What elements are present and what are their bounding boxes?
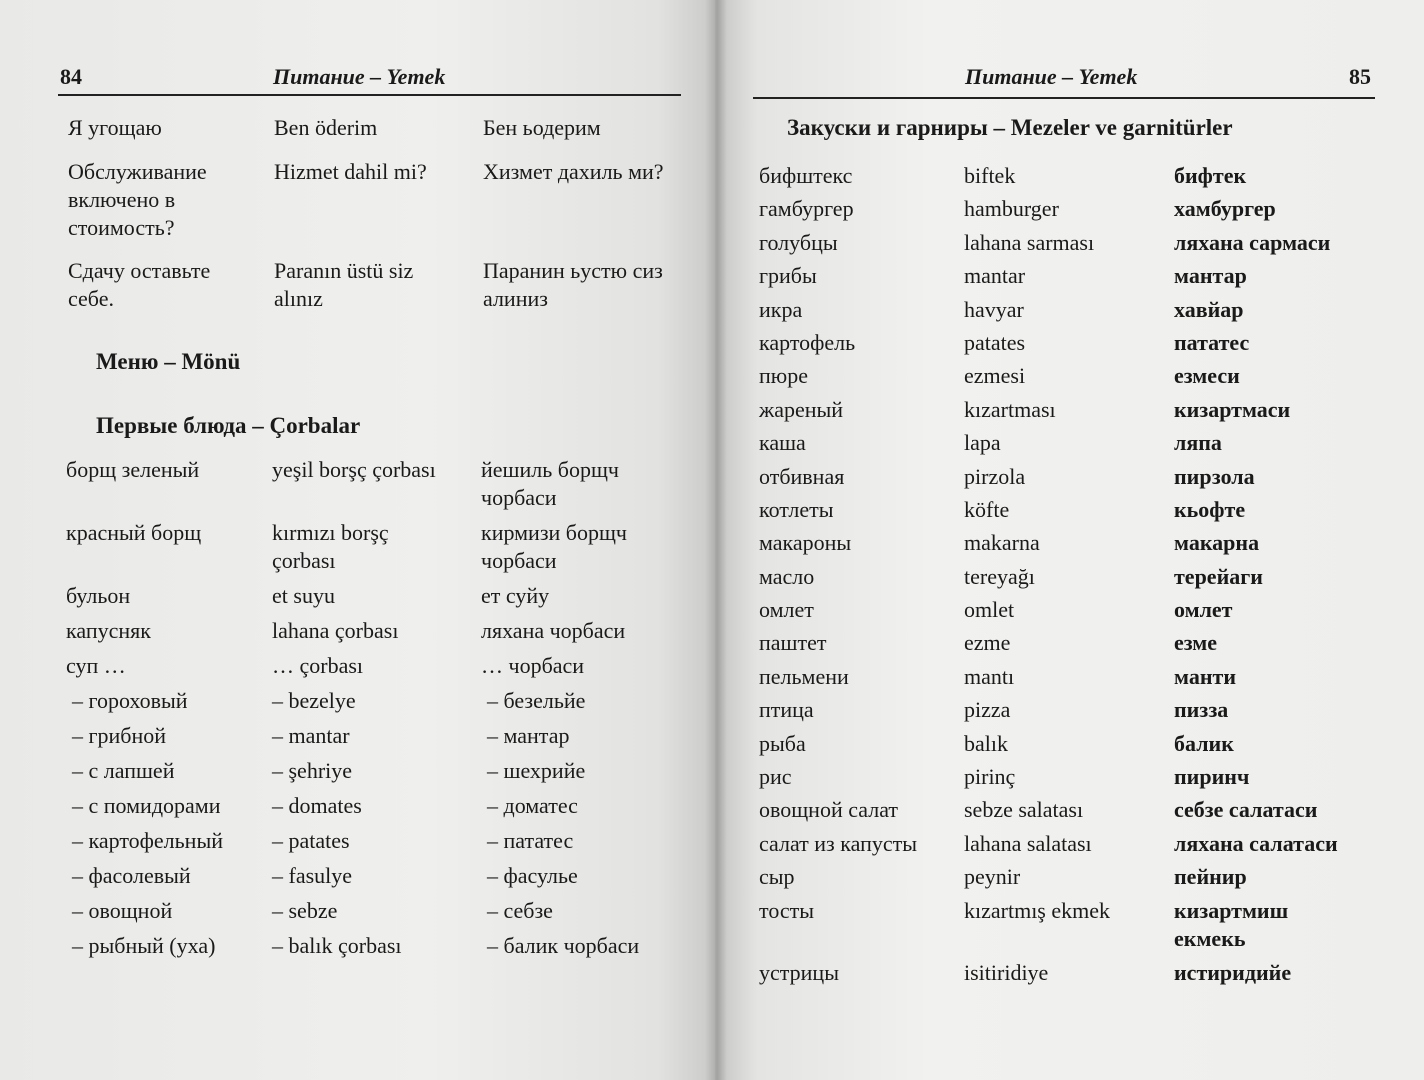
item-ru: макароны: [759, 530, 852, 556]
item-tr: – mantar: [272, 723, 350, 748]
item-tr: havyar: [964, 296, 1024, 322]
item-ru: – рыбный (уха): [72, 933, 216, 958]
item-transcription: ляпа: [1174, 430, 1222, 456]
item-ru: пельмени: [759, 663, 849, 689]
list-item: [759, 396, 1374, 429]
list-item: [759, 796, 1374, 829]
item-transcription: макарна: [1174, 530, 1260, 556]
item-tr: kızartmış ekmek: [964, 897, 1111, 923]
item-transcription: езмеси: [1174, 363, 1240, 389]
item-transcription: … чорбаси: [481, 653, 585, 678]
menu-heading: Меню – Mönü: [96, 349, 241, 374]
list-item: [759, 229, 1374, 262]
list-item: [759, 696, 1374, 729]
item-ru: жареный: [759, 396, 844, 422]
list-item: [759, 529, 1374, 562]
phrase-tr: Hizmet dahil mi?: [274, 159, 427, 184]
list-item: [759, 959, 1374, 992]
list-item: [759, 629, 1374, 662]
item-transcription: – фасулье: [487, 863, 578, 888]
item-tr: köfte: [964, 496, 1010, 522]
phrase-ru: Сдачу оставьте себе.: [68, 258, 211, 311]
list-item: [66, 757, 683, 792]
list-item: [759, 362, 1374, 395]
item-ru: – овощной: [72, 898, 173, 923]
list-item: [759, 763, 1374, 796]
item-transcription: йешиль борщч чорбаси: [481, 457, 619, 510]
item-ru: пюре: [759, 363, 808, 389]
item-ru: капусняк: [66, 618, 151, 643]
list-item: [66, 652, 683, 687]
item-transcription: ляхана чорбаси: [481, 618, 626, 643]
item-transcription: пиринч: [1174, 764, 1250, 790]
phrase-ru: Я угощаю: [68, 115, 162, 140]
item-tr: patates: [964, 329, 1026, 355]
list-item: [759, 195, 1374, 228]
item-transcription: – себзе: [487, 898, 553, 923]
item-transcription: манти: [1174, 663, 1236, 689]
item-ru: – с лапшей: [72, 758, 175, 783]
list-item: [759, 296, 1374, 329]
item-ru: каша: [759, 430, 806, 456]
phrase-row: [68, 114, 683, 158]
phrase-tr: Paranın üstü siz alınız: [274, 258, 414, 311]
list-item: [759, 262, 1374, 295]
item-transcription: бифтек: [1174, 163, 1247, 188]
item-transcription: ет суйу: [481, 583, 550, 608]
left-running-title: Питание – Yemek: [273, 64, 446, 89]
item-transcription: пейнир: [1174, 864, 1247, 890]
book-gutter-shadow: [705, 0, 727, 1080]
item-ru: – фасолевый: [72, 863, 191, 888]
phrase-row: [68, 158, 683, 257]
list-item: [759, 730, 1374, 763]
item-tr: kırmızı borşç çorbası: [272, 520, 389, 573]
item-tr: tereyağı: [964, 563, 1035, 589]
list-item: [66, 582, 683, 617]
list-item: [759, 663, 1374, 696]
list-item: [759, 329, 1374, 362]
item-transcription: кирмизи борщч чорбаси: [481, 520, 627, 573]
list-item: [66, 519, 683, 582]
item-ru: отбивная: [759, 463, 845, 489]
item-transcription: – мантар: [487, 723, 570, 748]
item-tr: isitiridiye: [964, 959, 1049, 985]
item-transcription: пизза: [1174, 697, 1229, 723]
list-item: [66, 792, 683, 827]
list-item: [66, 722, 683, 757]
item-tr: makarna: [964, 530, 1040, 556]
phrase-transcription: Паранин ьустю сиз алиниз: [483, 258, 663, 311]
item-ru: борщ зеленый: [66, 457, 200, 482]
appetizers-heading: Закуски и гарниры – Mezeler ve garnitürler: [787, 115, 1233, 140]
list-item: [759, 596, 1374, 629]
right-page: [715, 0, 1424, 1080]
item-transcription: кизартмиш екмекь: [1174, 897, 1289, 951]
list-item: [66, 862, 683, 897]
item-tr: ezme: [964, 630, 1011, 656]
item-ru: картофель: [759, 329, 856, 355]
item-tr: et suyu: [272, 583, 335, 608]
item-tr: balık: [964, 730, 1008, 756]
item-transcription: балик: [1174, 730, 1234, 756]
item-tr: pirinç: [964, 764, 1016, 790]
left-content: [68, 114, 683, 967]
item-tr: … çorbası: [272, 653, 364, 678]
item-ru: устрицы: [759, 959, 839, 985]
item-transcription: омлет: [1174, 597, 1233, 623]
item-ru: котлеты: [759, 496, 834, 522]
phrase-ru: Обслуживание включено в стоимость?: [68, 159, 207, 240]
list-item: [66, 617, 683, 652]
item-ru: тосты: [759, 897, 815, 923]
item-tr: lapa: [964, 430, 1001, 456]
right-page-number: 85: [1349, 64, 1371, 89]
item-ru: рис: [759, 764, 792, 790]
list-item: [66, 932, 683, 967]
item-ru: бульон: [66, 583, 131, 608]
item-tr: pizza: [964, 697, 1011, 723]
item-tr: – balık çorbası: [272, 933, 402, 958]
item-ru: икра: [759, 296, 803, 322]
item-tr: yeşil borşç çorbası: [272, 457, 436, 482]
right-header-rule: [753, 97, 1375, 99]
list-item: [759, 162, 1374, 195]
item-tr: – patates: [272, 828, 350, 853]
list-item: [759, 897, 1374, 959]
item-transcription: мантар: [1174, 263, 1247, 289]
item-ru: – картофельный: [72, 828, 224, 853]
soups-heading: Первые блюда – Çorbalar: [96, 413, 361, 438]
item-ru: масло: [759, 563, 815, 589]
item-transcription: кизартмаси: [1174, 396, 1291, 422]
right-content: [759, 114, 1374, 992]
item-transcription: – пататес: [487, 828, 574, 853]
left-header-rule: [58, 94, 681, 96]
item-tr: pirzola: [964, 463, 1026, 489]
item-tr: biftek: [964, 163, 1016, 188]
list-item: [759, 463, 1374, 496]
item-ru: – грибной: [72, 723, 167, 748]
item-tr: peynir: [964, 864, 1021, 890]
left-page-number: 84: [60, 64, 82, 89]
list-item: [66, 897, 683, 932]
item-ru: гамбургер: [759, 196, 854, 222]
item-tr: – domates: [272, 793, 362, 818]
item-ru: бифштекс: [759, 163, 853, 188]
item-ru: овощной салат: [759, 797, 899, 823]
item-transcription: кьофте: [1174, 496, 1246, 522]
list-item: [66, 827, 683, 862]
item-ru: – с помидорами: [72, 793, 221, 818]
list-item: [759, 830, 1374, 863]
item-tr: hamburger: [964, 196, 1059, 222]
item-transcription: – шехрийе: [487, 758, 586, 783]
item-tr: mantı: [964, 663, 1015, 689]
soups-list: [66, 456, 683, 967]
list-item: [759, 563, 1374, 596]
item-transcription: истиридийе: [1174, 959, 1292, 985]
item-tr: – bezelye: [272, 688, 356, 713]
item-ru: сыр: [759, 864, 795, 890]
item-tr: kızartması: [964, 396, 1056, 422]
item-ru: птица: [759, 697, 814, 723]
phrase-tr: Ben öderim: [274, 115, 378, 140]
item-transcription: хамбургер: [1174, 196, 1276, 222]
list-item: [759, 429, 1374, 462]
item-transcription: себзе салатаси: [1174, 797, 1318, 823]
list-item: [759, 863, 1374, 896]
item-ru: омлет: [759, 597, 814, 623]
item-ru: салат из капусты: [759, 830, 918, 856]
item-tr: mantar: [964, 263, 1026, 289]
item-ru: грибы: [759, 263, 817, 289]
phrase-transcription: Бен ьодерим: [483, 115, 601, 140]
item-transcription: терейаги: [1174, 563, 1263, 589]
item-tr: lahana çorbası: [272, 618, 399, 643]
right-running-title: Питание – Yemek: [965, 64, 1138, 89]
phrase-transcription: Хизмет дахиль ми?: [483, 159, 664, 184]
item-tr: – sebze: [272, 898, 338, 923]
item-transcription: ляхана сармаси: [1174, 229, 1331, 255]
item-tr: ezmesi: [964, 363, 1026, 389]
list-item: [66, 687, 683, 722]
item-transcription: пирзола: [1174, 463, 1255, 489]
item-tr: omlet: [964, 597, 1015, 623]
item-ru: суп …: [66, 653, 126, 678]
list-item: [759, 496, 1374, 529]
item-tr: sebze salatası: [964, 797, 1084, 823]
item-ru: рыба: [759, 730, 806, 756]
item-tr: lahana sarması: [964, 229, 1095, 255]
phrase-row: [68, 257, 683, 348]
item-transcription: ляхана салатаси: [1174, 830, 1338, 856]
appetizers-list: [759, 162, 1374, 992]
item-ru: красный борщ: [66, 520, 202, 545]
item-tr: – fasulye: [272, 863, 353, 888]
item-tr: lahana salatası: [964, 830, 1092, 856]
item-transcription: хавйар: [1174, 296, 1244, 322]
item-tr: – şehriye: [272, 758, 353, 783]
item-ru: паштет: [759, 630, 827, 656]
item-transcription: – доматес: [487, 793, 578, 818]
item-ru: – гороховый: [72, 688, 188, 713]
item-transcription: – безельйе: [487, 688, 586, 713]
list-item: [66, 456, 683, 519]
item-ru: голубцы: [759, 229, 838, 255]
item-transcription: – балик чорбаси: [487, 933, 640, 958]
item-transcription: езме: [1174, 630, 1218, 656]
item-transcription: пататес: [1174, 329, 1250, 355]
